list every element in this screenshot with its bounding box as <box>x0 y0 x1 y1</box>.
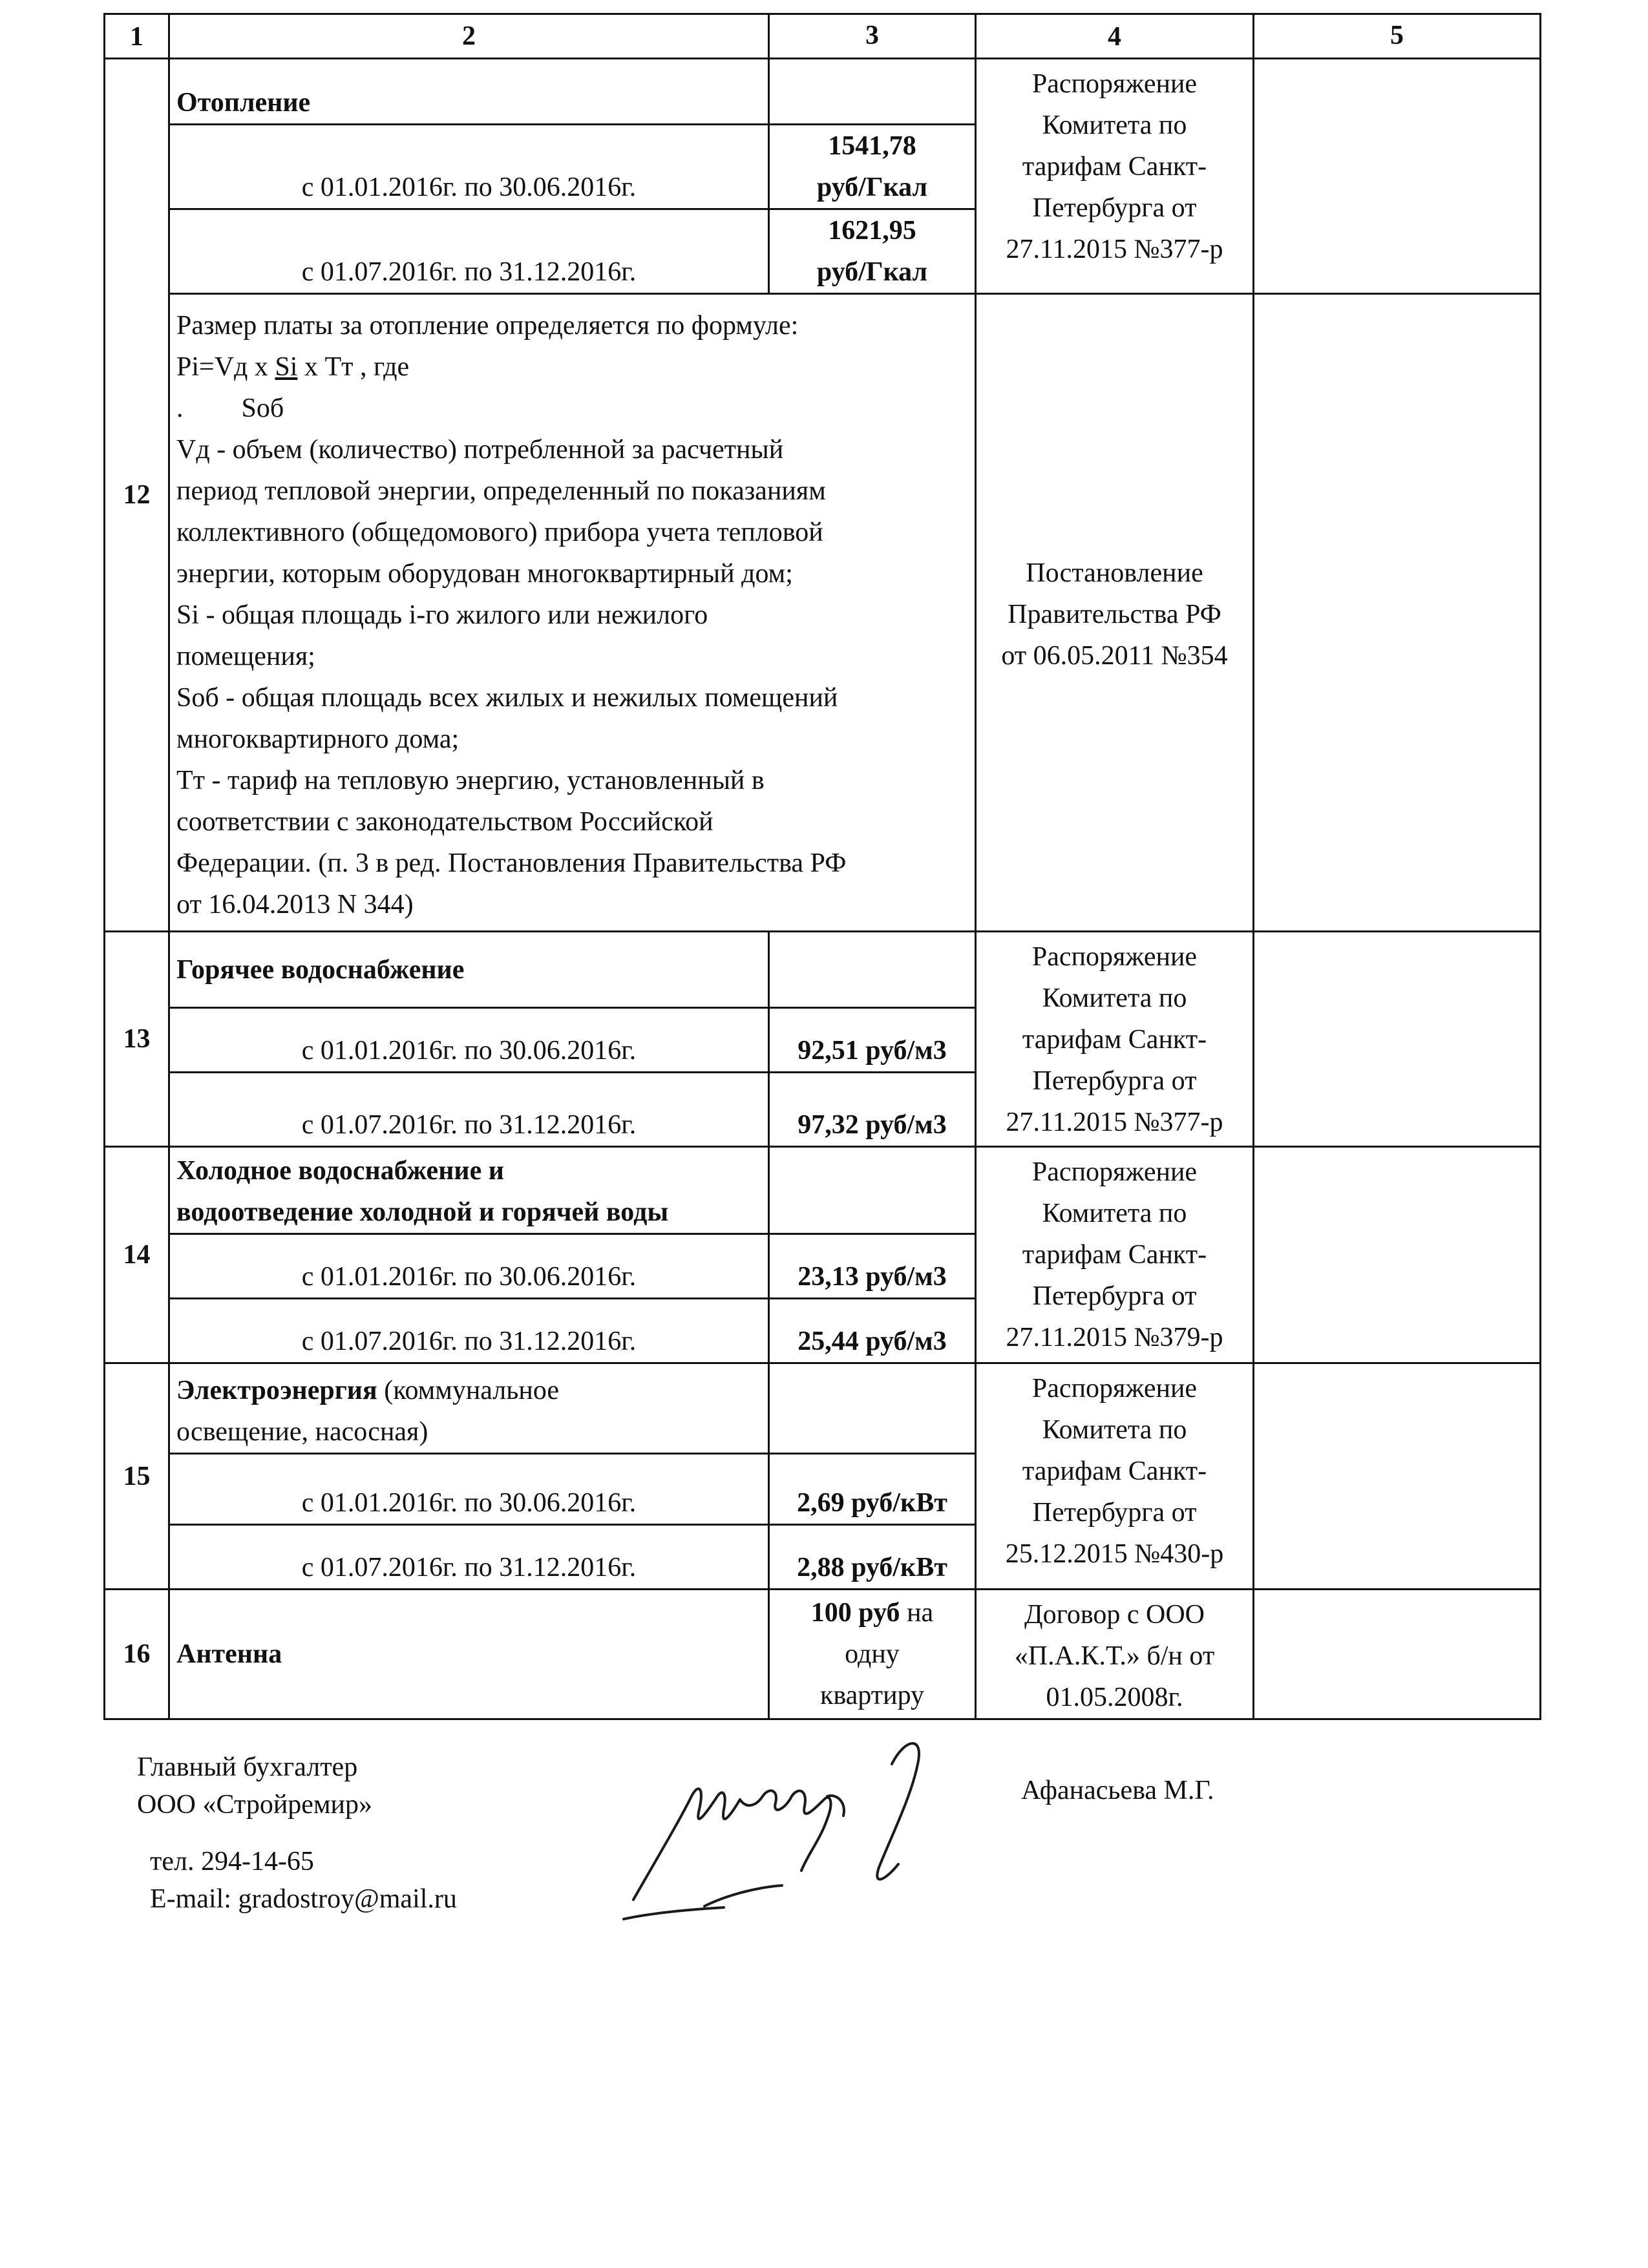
legal-basis-cold-water: Распоряжение Комитета по тарифам Санкт- Петербурга от 27.11.2015 №379-р <box>976 1147 1254 1363</box>
table-row <box>105 59 1541 125</box>
service-title-antenna: Антенна <box>169 1590 769 1719</box>
row-number-13: 13 <box>105 932 169 1147</box>
period-cell: с 01.07.2016г. по 31.12.2016г. <box>169 1525 769 1590</box>
legal-basis-heating: Распоряжение Комитета по тарифам Санкт- Петербурга от 27.11.2015 №377-р <box>976 59 1254 294</box>
rate-cell: 2,88 руб/кВт <box>769 1525 976 1590</box>
period-cell: с 01.01.2016г. по 30.06.2016г. <box>169 1454 769 1525</box>
notes-cell <box>1254 1147 1541 1363</box>
legal-basis-antenna: Договор с ООО «П.А.К.Т.» б/н от 01.05.2008г. <box>976 1590 1254 1719</box>
rate-cell: 92,51 руб/м3 <box>769 1008 976 1073</box>
period-cell: с 01.07.2016г. по 31.12.2016г. <box>169 209 769 294</box>
handwritten-signature <box>614 1725 976 1945</box>
row-number-14: 14 <box>105 1147 169 1363</box>
column-header-5: 5 <box>1254 14 1541 59</box>
legal-basis-formula: Постановление Правительства РФ от 06.05.2011 №354 <box>976 294 1254 932</box>
period-cell: с 01.01.2016г. по 30.06.2016г. <box>169 1008 769 1073</box>
rate-cell-empty <box>769 932 976 1008</box>
notes-cell <box>1254 1590 1541 1719</box>
row-number-16: 16 <box>105 1590 169 1719</box>
legal-basis-hot-water: Распоряжение Комитета по тарифам Санкт- Петербурга от 27.11.2015 №377-р <box>976 932 1254 1147</box>
period-cell: с 01.07.2016г. по 31.12.2016г. <box>169 1299 769 1363</box>
signatory-name: Афанасьева М.Г. <box>1021 1776 1214 1805</box>
rate-cell: 25,44 руб/м3 <box>769 1299 976 1363</box>
service-title-electricity: Электроэнергия (коммунальное освещение, насосная) <box>169 1363 769 1454</box>
row-number-15: 15 <box>105 1363 169 1590</box>
column-header-2: 2 <box>169 14 769 59</box>
service-title-hot-water: Горячее водоснабжение <box>169 932 769 1008</box>
column-header-3: 3 <box>769 14 976 59</box>
rate-cell: 23,13 руб/м3 <box>769 1234 976 1299</box>
notes-cell <box>1254 59 1541 294</box>
rate-cell: 1541,78 руб/Гкал <box>769 125 976 209</box>
rate-cell: 97,32 руб/м3 <box>769 1073 976 1147</box>
service-title-heating: Отопление <box>169 59 769 125</box>
rate-cell: 2,69 руб/кВт <box>769 1454 976 1525</box>
column-header-row <box>105 14 1541 59</box>
rate-cell-empty <box>769 1363 976 1454</box>
table-row <box>105 932 1541 1008</box>
table-row <box>105 1363 1541 1454</box>
table-row <box>105 1147 1541 1234</box>
row-number-12: 12 <box>105 59 169 932</box>
rate-cell-empty <box>769 59 976 125</box>
table-row <box>105 294 1541 932</box>
notes-cell <box>1254 932 1541 1147</box>
heating-formula-text: Размер платы за отопление определяется по формуле: Pi=Vд x Si x Тт , где . Sоб Vд - объем (количество) потребленной за расчетный период тепловой энергии, определенный по показаниям коллективного (общедомового) прибора учета тепловой энергии, которым оборудован многоквартирный дом; Si - общая площадь i-го жилого или нежилого помещения; Sоб - общая площадь всех жилых и нежилых помещений многоквартирного дома; Тт - тариф на тепловую энергию, установленный в соответствии с законодательством Российской Федерации. (п. 3 в ред. Постановления Правительства РФ от 16.04.2013 N 344) <box>169 294 976 932</box>
period-cell: с 01.07.2016г. по 31.12.2016г. <box>169 1073 769 1147</box>
column-header-1: 1 <box>105 14 169 59</box>
period-cell: с 01.01.2016г. по 30.06.2016г. <box>169 125 769 209</box>
signatory-position: Главный бухгалтер ООО «Стройремир» <box>137 1752 372 1820</box>
notes-cell <box>1254 1363 1541 1590</box>
column-header-4: 4 <box>976 14 1254 59</box>
legal-basis-electricity: Распоряжение Комитета по тарифам Санкт- Петербурга от 25.12.2015 №430-р <box>976 1363 1254 1590</box>
notes-cell <box>1254 294 1541 932</box>
service-title-cold-water: Холодное водоснабжение и водоотведение холодной и горячей воды <box>169 1147 769 1234</box>
rate-cell: 100 руб на одну квартиру <box>769 1590 976 1719</box>
rate-cell: 1621,95 руб/Гкал <box>769 209 976 294</box>
contact-block <box>150 1843 457 1918</box>
contact-email: E-mail: gradostroy@mail.ru <box>150 1884 457 1914</box>
table-row <box>105 1590 1541 1719</box>
tariff-table <box>103 13 1541 1720</box>
rate-cell-empty <box>769 1147 976 1234</box>
period-cell: с 01.01.2016г. по 30.06.2016г. <box>169 1234 769 1299</box>
contact-phone: тел. 294-14-65 <box>150 1847 314 1876</box>
